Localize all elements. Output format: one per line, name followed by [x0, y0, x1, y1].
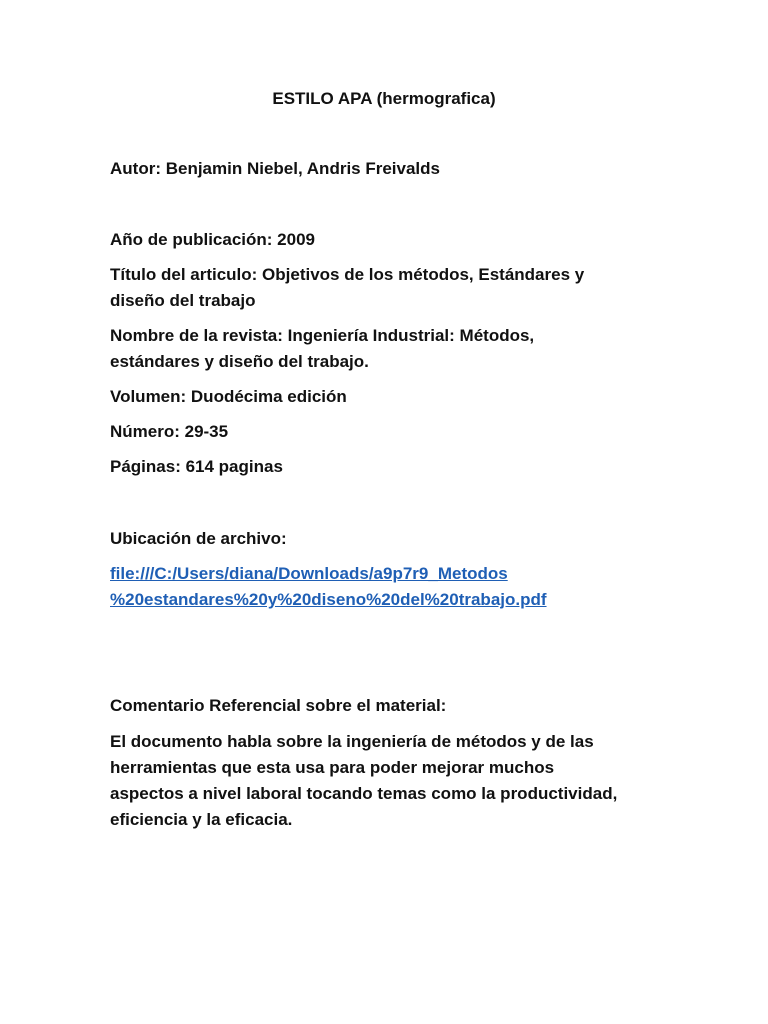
pages-line: Páginas: 614 paginas: [110, 457, 283, 476]
comment-label: Comentario Referencial sobre el material:: [110, 696, 447, 715]
number-line: Número: 29-35: [110, 422, 229, 441]
file-link-line-2[interactable]: %20estandares%20y%20diseno%20del%20trabajo.pdf: [110, 590, 547, 609]
file-location-label: Ubicación de archivo:: [110, 529, 287, 548]
author-line: Autor: Benjamin Niebel, Andris Freivalds: [110, 159, 440, 178]
document-title: ESTILO APA (hermografica): [272, 89, 496, 108]
comment-line-3: aspectos a nivel laboral tocando temas como la productividad,: [110, 784, 618, 803]
volume-line: Volumen: Duodécima edición: [110, 387, 347, 406]
comment-line-1: El documento habla sobre la ingeniería de métodos y de las: [110, 732, 594, 751]
journal-name-line-2: estándares y diseño del trabajo.: [110, 352, 369, 371]
article-title-line-2: diseño del trabajo: [110, 291, 256, 310]
article-title-line-1: Título del articulo: Objetivos de los métodos, Estándares y: [110, 265, 585, 284]
publication-year-line: Año de publicación: 2009: [110, 230, 315, 249]
comment-line-4: eficiencia y la eficacia.: [110, 810, 293, 829]
journal-name-line-1: Nombre de la revista: Ingeniería Industrial: Métodos,: [110, 326, 535, 345]
comment-line-2: herramientas que esta usa para poder mejorar muchos: [110, 758, 555, 777]
file-link-line-1[interactable]: file:///C:/Users/diana/Downloads/a9p7r9_Metodos: [110, 564, 508, 583]
